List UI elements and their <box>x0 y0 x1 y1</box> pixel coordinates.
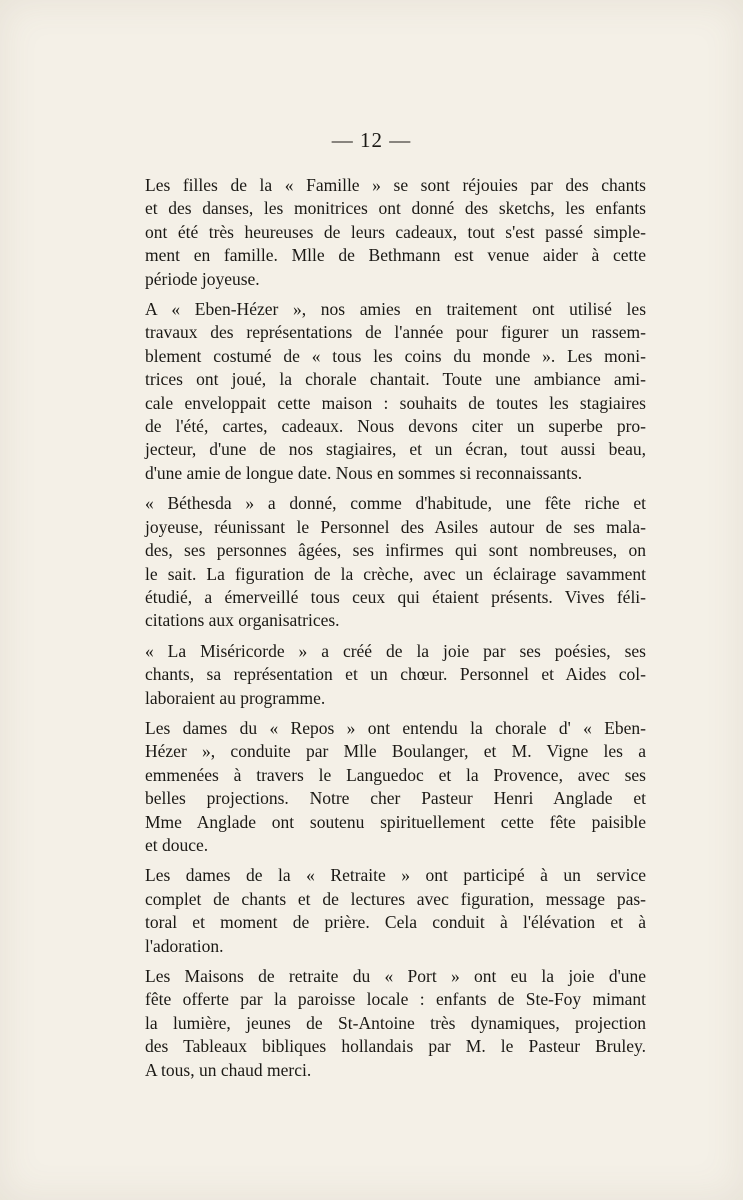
text-line: laboraient au programme. <box>145 687 326 708</box>
text-line: toral et moment de prière. Cela conduit à l'élévation et à <box>145 912 646 933</box>
text-line: le sait. La figuration de la crèche, avec un éclairage savamment <box>145 563 646 584</box>
text-line: emmenées à travers le Languedoc et la Provence, avec ses <box>145 764 646 785</box>
text-line: la lumière, jeunes de St-Antoine très dynamiques, projection <box>145 1012 646 1033</box>
text-line: A tous, un chaud merci. <box>145 1059 312 1080</box>
body-text <box>116 174 646 1089</box>
text-line: période joyeuse. <box>145 268 260 289</box>
text-line: trices ont joué, la chorale chantait. Toute une ambiance ami- <box>145 369 646 390</box>
paragraph-misericorde <box>116 640 646 710</box>
paragraph-repos <box>116 717 646 857</box>
page-number: — 12 — <box>331 128 412 152</box>
text-line: blement costumé de « tous les coins du monde ». Les moni- <box>145 345 646 366</box>
text-line: et douce. <box>145 834 209 855</box>
text-line: Les Maisons de retraite du « Port » ont eu la joie d'une <box>145 966 646 986</box>
text-line: travaux des représentations de l'année pour figurer un rassem- <box>145 322 646 343</box>
text-line: Hézer », conduite par Mlle Boulanger, et M. Vigne les a <box>145 741 646 762</box>
text-line: chants, sa représentation et un chœur. Personnel et Aides col- <box>145 664 646 685</box>
text-line: Les filles de la « Famille » se sont réjouies par des chants <box>145 175 646 195</box>
paragraph-famille <box>116 174 646 291</box>
text-line: cale enveloppait cette maison : souhaits de toutes les stagiaires <box>145 392 646 413</box>
paragraph-eben-hezer <box>116 298 646 485</box>
text-line: Mme Anglade ont soutenu spirituellement cette fête paisible <box>145 811 646 832</box>
text-line: d'une amie de longue date. Nous en sommes si reconnaissants. <box>145 462 583 483</box>
text-line: Les dames de la « Retraite » ont participé à un service <box>145 865 646 886</box>
paragraph-retraite <box>116 864 646 958</box>
text-line: ont été très heureuses de leurs cadeaux, tout s'est passé simple- <box>145 221 646 242</box>
text-line: Les dames du « Repos » ont entendu la chorale d' « Eben- <box>145 717 646 738</box>
text-line: l'adoration. <box>145 935 224 956</box>
text-line: A « Eben-Hézer », nos amies en traitement ont utilisé les <box>145 299 646 320</box>
text-line: « Béthesda » a donné, comme d'habitude, une fête riche et <box>145 493 646 514</box>
text-line: de l'été, cartes, cadeaux. Nous devons citer un superbe pro- <box>145 416 646 437</box>
text-line: « La Miséricorde » a créé de la joie par ses poésies, ses <box>145 640 646 661</box>
text-line: complet de chants et de lectures avec figuration, message pas- <box>145 888 646 909</box>
text-line: des Tableaux bibliques hollandais par M. le Pasteur Bruley. <box>145 1036 646 1057</box>
text-line: fête offerte par la paroisse locale : enfants de Ste-Foy mimant <box>145 989 646 1010</box>
paragraph-bethesda <box>116 492 646 632</box>
text-line: des, ses personnes âgées, ses infirmes qui sont nombreuses, on <box>145 540 646 561</box>
text-line: belles projections. Notre cher Pasteur Henri Anglade et <box>145 788 646 809</box>
text-line: et des danses, les monitrices ont donné des sketchs, les enfants <box>145 198 646 219</box>
text-line: ment en famille. Mlle de Bethmann est venue aider à cette <box>145 245 646 266</box>
paragraph-port <box>116 965 646 1082</box>
text-line: étudié, a émerveillé tous ceux qui étaient présents. Vives féli- <box>145 586 646 607</box>
text-line: joyeuse, réunissant le Personnel des Asiles autour de ses mala- <box>145 516 646 537</box>
text-line: jecteur, d'une de nos stagiaires, et un écran, tout aussi beau, <box>145 439 646 460</box>
text-line: citations aux organisatrices. <box>145 610 340 631</box>
